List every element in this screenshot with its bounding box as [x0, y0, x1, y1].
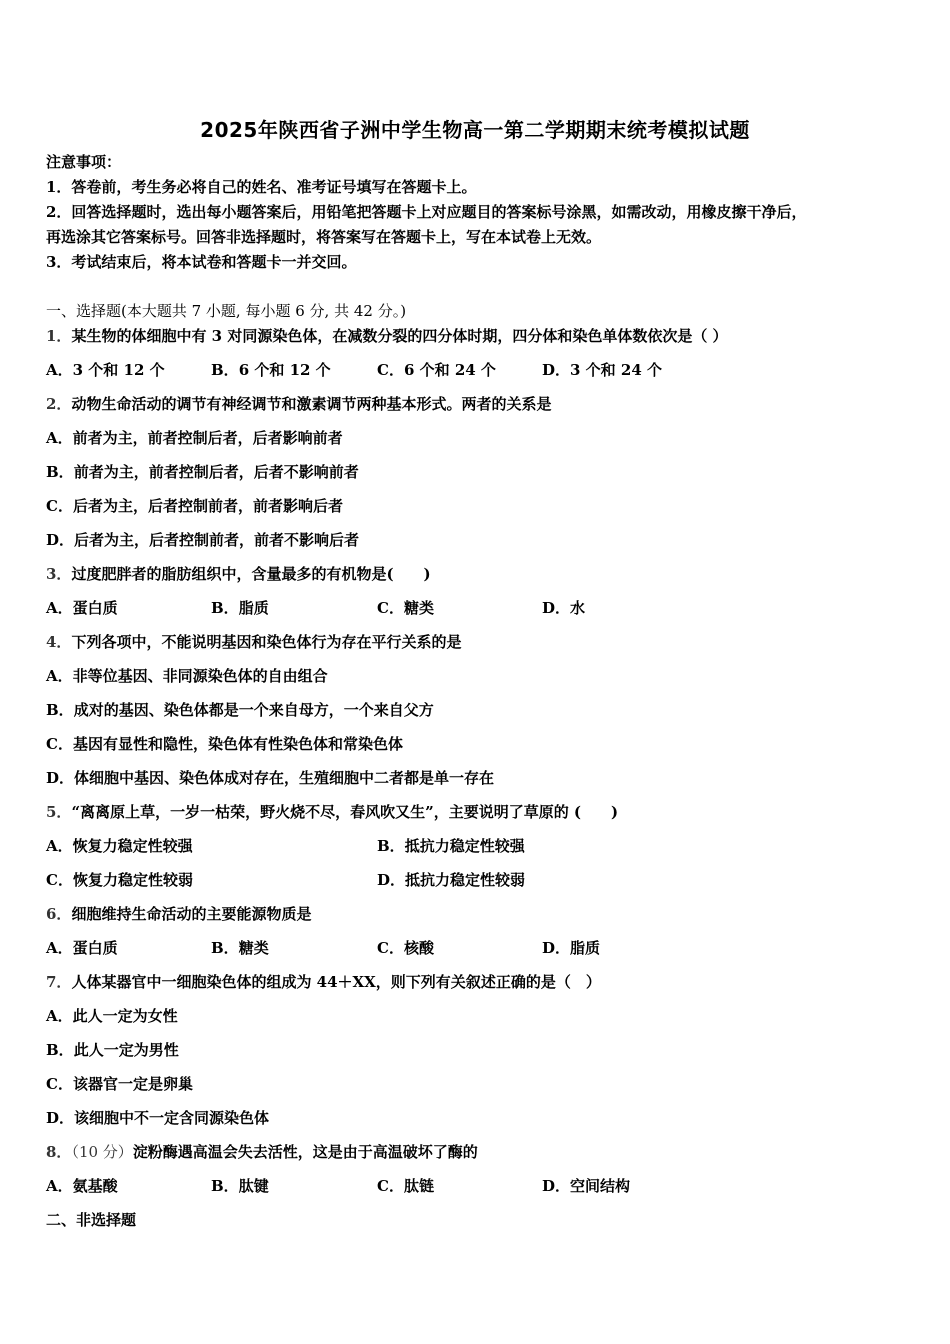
- question-text: “离离原上草，一岁一枯荣，野火烧不尽，春风吹又生”，主要说明了草原的 ( ): [71, 803, 619, 821]
- question-text: 动物生命活动的调节有神经调节和激素调节两种基本形式。两者的关系是: [71, 395, 552, 413]
- question-score: （10 分）: [71, 1143, 133, 1161]
- option-c: C．肽链: [377, 1177, 434, 1195]
- option-c: C．恢复力稳定性较弱: [46, 871, 193, 889]
- option-d: D．该细胞中不一定含同源染色体: [46, 1109, 270, 1127]
- option-c: C．糖类: [377, 599, 434, 617]
- option-d: D．脂质: [542, 939, 601, 957]
- option-c: C．基因有显性和隐性，染色体有性染色体和常染色体: [46, 735, 403, 753]
- question-number: 6．: [46, 905, 72, 923]
- option-d: D．3 个和 24 个: [542, 361, 662, 379]
- option-d: D．后者为主，后者控制前者，前者不影响后者: [46, 531, 360, 549]
- option-a: A．此人一定为女性: [46, 1007, 178, 1025]
- question-number: 2．: [46, 395, 72, 413]
- question-5: [46, 802, 618, 822]
- question-number: 1．: [46, 327, 72, 345]
- section-heading: 二、非选择题: [46, 1211, 137, 1229]
- option-b: B．抵抗力稳定性较强: [377, 837, 525, 855]
- question-6: [46, 904, 311, 924]
- question-number: 4．: [46, 633, 72, 651]
- option-a: A．蛋白质: [46, 599, 118, 617]
- option-b: B．成对的基因、染色体都是一个来自母方，一个来自父方: [46, 701, 434, 719]
- option-d: D．抵抗力稳定性较弱: [377, 871, 526, 889]
- option-b: B．此人一定为男性: [46, 1041, 179, 1059]
- question-3: [46, 564, 431, 584]
- option-b: B．前者为主，前者控制后者，后者不影响前者: [46, 463, 359, 481]
- question-text: 细胞维持生命活动的主要能源物质是: [71, 905, 312, 923]
- option-d: D．体细胞中基因、染色体成对存在，生殖细胞中二者都是单一存在: [46, 769, 495, 787]
- section-heading: 一、选择题(本大题共 7 小题, 每小题 6 分, 共 42 分。): [46, 302, 407, 320]
- option-a: A．氨基酸: [46, 1177, 118, 1195]
- notice-item: 再选涂其它答案标号。回答非选择题时，将答案写在答题卡上，写在本试卷上无效。: [46, 228, 602, 246]
- question-text: 过度肥胖者的脂肪组织中，含量最多的有机物是( ): [71, 565, 431, 583]
- question-text: 淀粉酶遇高温会失去活性，这是由于高温破坏了酶的: [132, 1143, 478, 1161]
- option-b: B．肽键: [211, 1177, 269, 1195]
- option-c: C．6 个和 24 个: [377, 361, 496, 379]
- question-number: 8．: [46, 1143, 72, 1161]
- option-a: A．非等位基因、非同源染色体的自由组合: [46, 667, 328, 685]
- option-c: C．核酸: [377, 939, 434, 957]
- option-a: A．蛋白质: [46, 939, 118, 957]
- question-1: [46, 326, 728, 346]
- notice-item: 1．答卷前，考生务必将自己的姓名、准考证号填写在答题卡上。: [46, 178, 477, 196]
- question-number: 5．: [46, 803, 72, 821]
- option-a: A．前者为主，前者控制后者，后者影响前者: [46, 429, 343, 447]
- question-2: [46, 394, 551, 414]
- question-text: 人体某器官中一细胞染色体的组成为 44＋XX，则下列有关叙述正确的是（ ）: [71, 973, 601, 991]
- option-b: B．脂质: [211, 599, 269, 617]
- notice-item: 2．回答选择题时，选出每小题答案后，用铅笔把答题卡上对应题目的答案标号涂黑，如需改动，用橡皮擦干净后，: [46, 203, 807, 221]
- notice-item: 3．考试结束后，将本试卷和答题卡一并交回。: [46, 253, 357, 271]
- question-text: 下列各项中，不能说明基因和染色体行为存在平行关系的是: [71, 633, 462, 651]
- question-number: 7．: [46, 973, 72, 991]
- option-b: B．糖类: [211, 939, 269, 957]
- option-a: A．3 个和 12 个: [46, 361, 165, 379]
- question-7: [46, 972, 601, 992]
- notice-heading: 注意事项：: [46, 153, 122, 171]
- page-title: 2025年陕西省子洲中学生物高一第二学期期末统考模拟试题: [200, 118, 750, 142]
- option-c: C．该器官一定是卵巢: [46, 1075, 193, 1093]
- option-d: D．水: [542, 599, 586, 617]
- option-d: D．空间结构: [542, 1177, 631, 1195]
- question-8: [46, 1142, 478, 1162]
- question-4: [46, 632, 461, 652]
- option-c: C．后者为主，后者控制前者，前者影响后者: [46, 497, 343, 515]
- question-number: 3．: [46, 565, 72, 583]
- option-b: B．6 个和 12 个: [211, 361, 331, 379]
- question-text: 某生物的体细胞中有 3 对同源染色体，在减数分裂的四分体时期，四分体和染色单体数依次是（ ）: [71, 327, 728, 345]
- option-a: A．恢复力稳定性较强: [46, 837, 193, 855]
